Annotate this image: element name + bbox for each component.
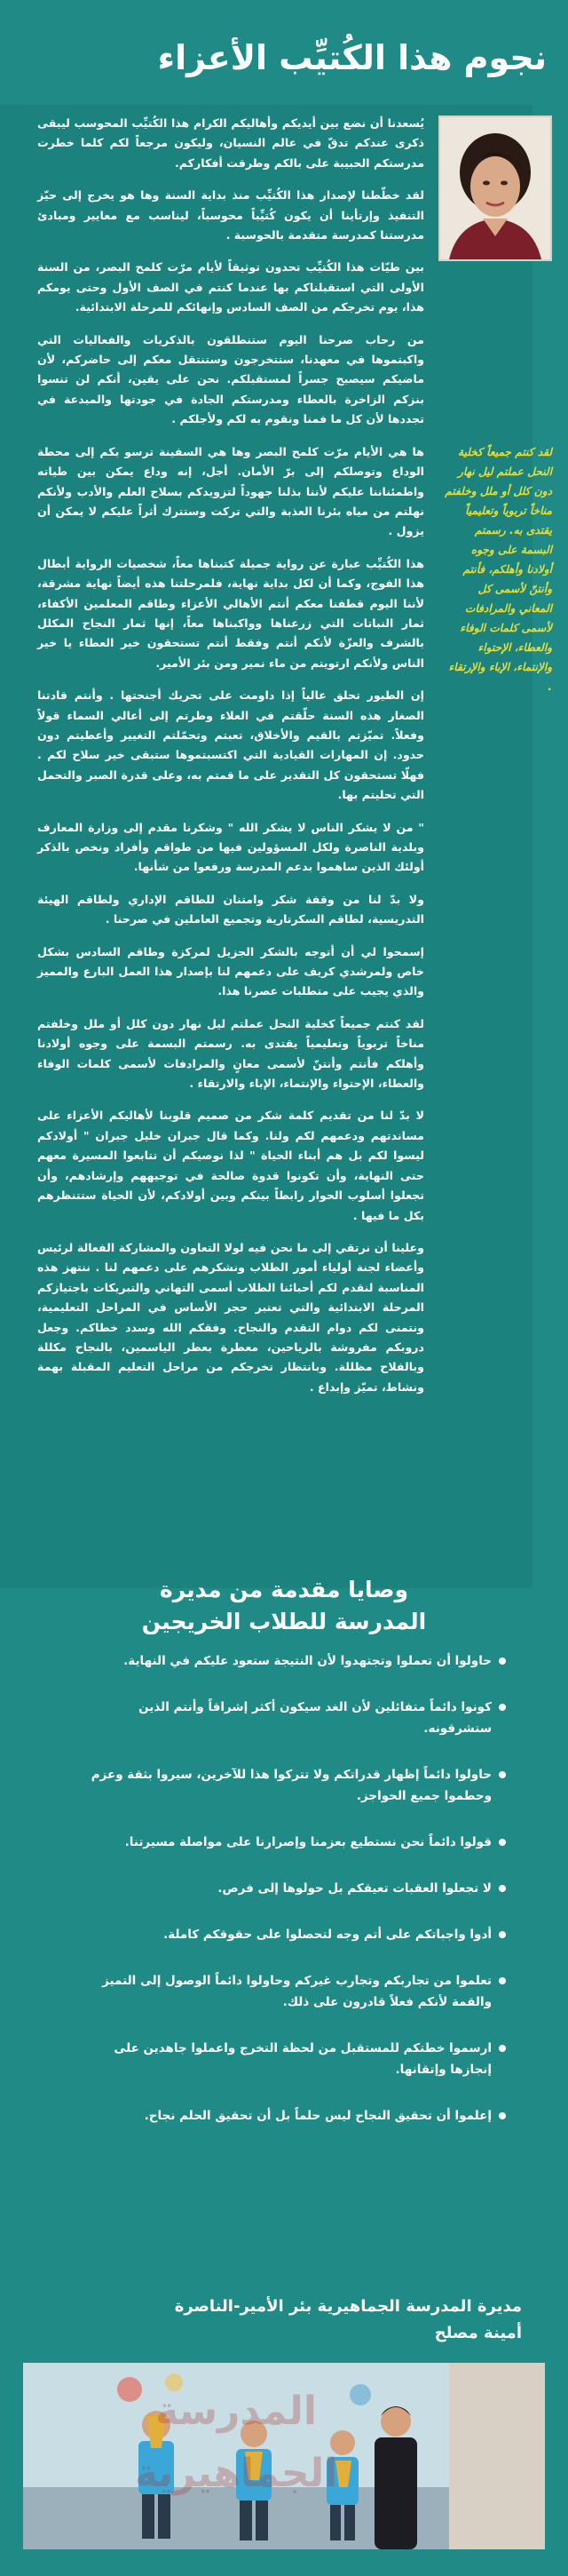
- tip-item: تعلموا من تجاربكم وتجارب غيركم وحاولوا دائماً الوصول إلى التميز والقمة لأنكم فعلاً قادرون على ذلك.: [71, 1970, 506, 2013]
- tip-item: حاولوا دائماً إظهار قدراتكم ولا تتركوا هذا للآخرين، سيروا بثقة وعزم وحطموا جميع الحواجز.: [71, 1764, 506, 1807]
- tips-title: [0, 1574, 568, 1638]
- tip-item: كونوا دائماً متفائلين لأن الغد سيكون أكثر إشراقاً وأنتم الذين ستشرقونه.: [71, 1697, 506, 1739]
- letter-paragraph: بين طيّات هذا الكُتيِّب تحدون توثيقاً لأيام مرّت كلمح البصر، من السنة الأولى التي استقبلناكم بها عندما كنتم في الصف الأول وحتى يومكم هذا، يوم تخرجكم من الصف السادس وإنهائكم للمرحلة الابتدائية.: [37, 260, 424, 314]
- letter-paragraph: إن الطيور تحلق عالياً إذا داومت على تحريك أجنحتها . وأنتم قادتنا الصغار هذه السنة حلّقتم في العلاء وطرتم إلى أعالي السماء قولاً وفعلاً. تميّزتم بالقيم والأخلاق، تعبتم وتحمّلتم التغيير وأعطيتم دون حدود. إن المهارات القيادية التي اكتسبتموها ستبقى خير سلاح لكم . فهلّا تستحقون كل التقدير على ما قمتم به، وعلى قدرة الصبر والتحمل التي تحليتم بها.: [37, 688, 424, 802]
- tips-title-line: المدرسة للطلاب الخريجين: [141, 1609, 427, 1634]
- tip-item: لا تجعلوا العقبات تعيقكم بل حولوها إلى فرص.: [71, 1878, 506, 1899]
- letter-paragraph: من رحاب صرحنا اليوم ستنطلقون بالذكريات والفعاليات التي واكبتموها في معهدنا، ستتخرجون وستنتقل معكم إلى حاضركم، لأن ماضيكم سيصبح جسراً لمستقبلكم. نحن على يقين، أنكم لن تنسوا بنزكم الزاخرة بالعطاء ومدرستكم الجادة في جودتها والمبدعة في تجددها لأن كل ما فمنا ونقوم به لكم ولأجلكم .: [37, 332, 424, 426]
- letter-paragraph: " من لا يشكر الناس لا يشكر الله " وشكرنا مقدم إلى وزارة المعارف وبلدية الناصرة ولكل المسؤولين فيها من طواقم وأفراد ونخص بالذكر أولئك الذين ساهموا بدعم المدرسة ورفعوا من شأنها.: [37, 820, 424, 874]
- tip-item: أدوا واجباتكم على أتم وجه لتحصلوا على حقوقكم كاملة.: [71, 1924, 506, 1945]
- tip-item: قولوا دائماً نحن نستطيع بعزمنا وإصرارنا على مواصلة مسيرتنا.: [71, 1832, 506, 1853]
- signature-title: مديرة المدرسة الجماهيرية بئر الأمير-الناصرة: [174, 2297, 522, 2316]
- signature: [60, 2294, 522, 2347]
- letter-paragraph: ولا بدّ لنا من وقفة شكر وامتنان للطاقم الإداري ولطاقم الهيئة التدريسية، لطاقم السكرتارية وتجميع العاملين في صرحنا .: [37, 892, 424, 926]
- letter-paragraph: لا بدّ لنا من تقديم كلمة شكر من صميم قلوبنا لأهاليكم الأعزاء على مساندتهم ودعمهم لكم ولنا. وكما قال جبران خليل جبران " أولادكم ليسوا لكم بل هم أبناء الحياة " لذا نوصيكم أن تتابعوا المسيرة معهم حتى النهاية، وأن تكونوا قدوة صالحة في توجيههم وإرشادهم، وأن تجعلوا أسلوب الحوار رابطاً بينكم وبين أولادكم، لأن الحياة ستتنظرهم بكل ما فيها .: [37, 1109, 424, 1222]
- letter-paragraph: يُسعدنا أن نضع بين أيديكم وأهاليكم الكرام هذا الكُتيِّب المحوسب ليبقى ذكرى عندكم تدقّ في عالم النسيان، وليكون مرجعاً لكم كلما خطرت مدرستكم الحبيبة على بالكم وطرقت أفكاركم.: [37, 116, 424, 170]
- tip-item: إعلموا أن تحقيق النجاح ليس حلماً بل أن تحقيق الحلم نجاح.: [71, 2105, 506, 2127]
- letter-paragraph: لقد خطّطنا لإصدار هذا الكُتيِّب منذ بداية السنة وها هو يخرج إلى حيّز التنفيذ وإرتأينا أن يكون كُتيِّباً محوسباً، ليناسب مع معايير ومبادئ مدرستنا كمدرسة متقدمة بالحوسبة .: [37, 188, 424, 242]
- tip-item: حاولوا أن تعملوا وتجتهدوا لأن النتيجة ستعود عليكم في النهاية.: [71, 1650, 506, 1672]
- signature-name: أمينة مصلح: [434, 2324, 522, 2342]
- letter-body: [37, 114, 424, 1410]
- group-photo: [23, 2363, 545, 2549]
- letter-paragraph: لقد كنتم جميعاً كخلية النحل عملتم ليل نهار دون كلل أو ملل وخلفتم مناخاً تربوياً وتعليمياً يقتدى به. رسمتم البسمة على وجوه أولادنا وأهلكم فأنتم وأنتنّ لأسمى معانٍ والمرادفات لأسمى كلمات الوفاء والعطاء، الإحتواء والإنتماء، الإباء والارتقاء .: [37, 1016, 424, 1091]
- photo-banner: المدرسة الجماهيرية: [134, 2389, 338, 2496]
- principal-portrait: [438, 115, 552, 261]
- letter-paragraph: وعلينا أن نرتقي إلى ما نحن فيه لولا التعاون والمشاركة الفعالة لرئيس وأعضاء لجنة أولياء أمور الطلاب ونشكرهم على دعمهم لنا . ننتهز هذه المناسبة لنقدم لكم أحبائنا الطلاب أسمى التهاني والتبريكات باجتيازكم المرحلة الابتدائية والتي تعتبر حجر الأساس في المراحل التعليمية، ونتمنى لكم دوام التقدم والنجاح. وفقكم الله وسدد خطاكم. وجعل دروبكم مفروشة بالرياحين، معطرة بعطر الياسمين، بالنجاح مكللة وبالفلاح مظللة. وبانتظار تخرجكم من مراحل التعليم المقبلة بهمة ونشاط، تميّز وإبداع .: [37, 1240, 424, 1394]
- letter-paragraph: إسمحوا لي أن أتوجه بالشكر الجزيل لمركزة وطاقم السادس بشكل خاص ولمرشدي كريف على دعمهم لنا بإصدار هذا العمل البارع والمميز والذي يجيب على متطلبات عصرنا هذا.: [37, 944, 424, 998]
- tips-title-line: وصايا مقدمة من مديرة: [159, 1577, 409, 1602]
- letter-paragraph: ها هي الأيام مرّت كلمح البصر وها هي السفينة ترسو بكم إلى محطة الوداع وتوصلكم إلى برّ الأمان. أجل، إنه وداع يمكن بين طياته واطمئناننا عليكم لأننا بذلنا جهوداً لتزويدكم بسلاح العلم والأدب ولأنكم نهلتم من مياه بئرنا العذبة والتي تركت وستترك أثراً عليكم لا يمكن أن يزول .: [37, 444, 424, 538]
- page-title: نجوم هذا الكُتيِّب الأعزاء: [157, 38, 547, 78]
- pull-quote: لقد كنتم جميعاً كخلية النحل عملتم ليل نهار دون كلل أو ملل وخلفتم مناخاً تربوياً وتعليمياً يقتدى به. رسمتم البسمة على وجوه أولادنا وأهلكم، فأنتم وأنتنّ لأسمى كل المعاني والمرادفات لأسمى كلمات الوفاء والعطاء، الإحتواء والإنتماء، الإباء والإرتقاء .: [445, 446, 552, 693]
- letter-paragraph: هذا الكُتيِّب عبارة عن رواية جميلة كتبناها معاً، شخصيات الرواية أبطال هذا الفوج، وكما أن لكل بداية نهاية، فلمرحلتنا هذه أيضاً نهاية مشرقة، لأننا اليوم قطفنا معكم أنتم الأهالي الأعزاء وطاقم المعلمين الأكفاء، ثمار النباتات التي زرعناها وواكبناها معاً، إنها ثمار النجاح المكلل بالشرف والعزّة لأنكم أنتم وفقط أنتم تستحقون خير العطاء يا خير الناس ولأنكم ارتويتم من ماء نمير ومن بئر الأمير.: [37, 556, 424, 670]
- tip-item: ارسموا خطتكم للمستقبل من لحظة التخرج واعملوا جاهدين على إنجازها وإتقانها.: [71, 2038, 506, 2080]
- portrait-image: [440, 117, 550, 259]
- tips-list: [71, 1650, 506, 2151]
